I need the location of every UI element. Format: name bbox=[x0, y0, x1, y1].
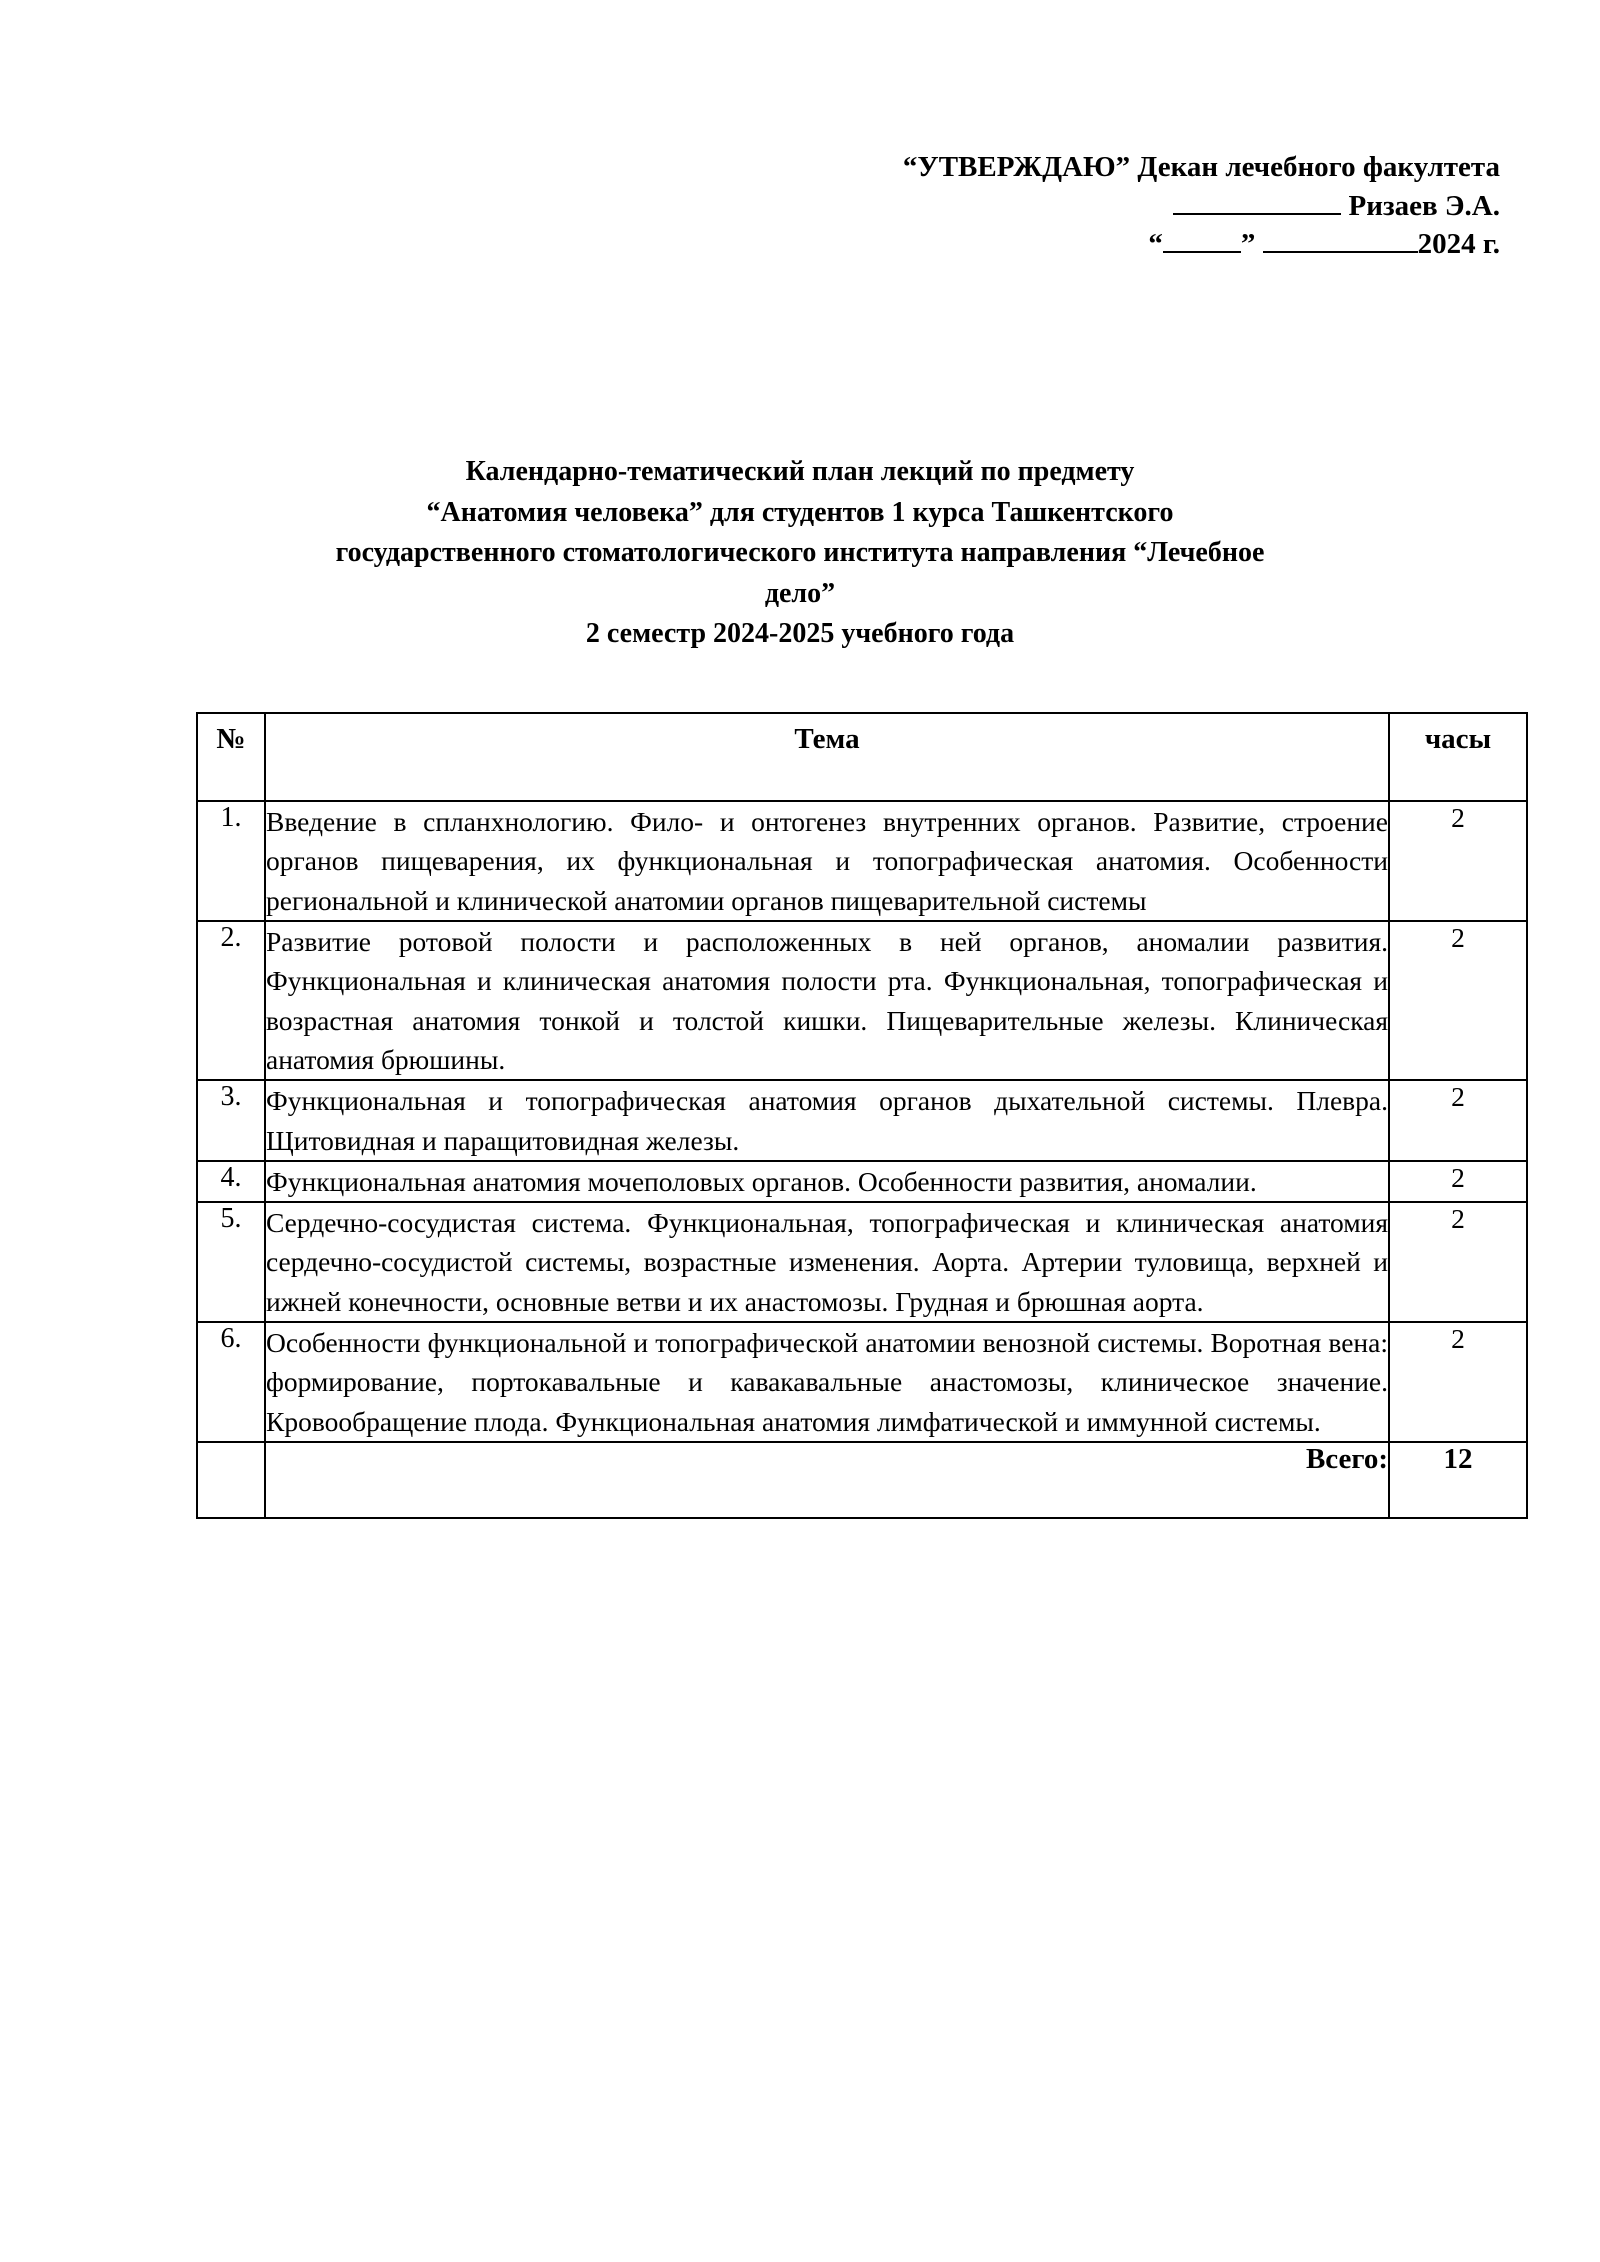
row-hours: 2 bbox=[1389, 1202, 1527, 1322]
document-title bbox=[246, 452, 1354, 655]
row-number: 1. bbox=[197, 801, 265, 921]
table-row bbox=[197, 1080, 1527, 1161]
row-number: 2. bbox=[197, 921, 265, 1080]
title-line-3: государственного стоматологического института направления “Лечебное bbox=[335, 537, 1265, 569]
approval-dean-title: Декан лечебного факултета bbox=[1137, 151, 1500, 183]
approval-signer-name: Ризаев Э.А. bbox=[1348, 189, 1500, 222]
row-theme: Развитие ротовой полости и расположенных в ней органов, аномалии развития. Функциональная и клиническая анатомия полости рта. Функциональная, топографическая и возрастная анатомия тонкой и толстой кишки. Пищеварительные железы. Клиническая анатомия брюшины. bbox=[265, 921, 1389, 1080]
header-cell-theme bbox=[265, 713, 1389, 801]
table-row bbox=[197, 1161, 1527, 1202]
lecture-plan-table-wrapper bbox=[196, 712, 1526, 1519]
total-empty-cell bbox=[197, 1442, 265, 1518]
title-line-2: “Анатомия человека” для студентов 1 курса Ташкентского bbox=[426, 496, 1174, 528]
day-blank bbox=[1163, 251, 1241, 253]
table-total-row bbox=[197, 1442, 1527, 1518]
row-hours: 2 bbox=[1389, 1080, 1527, 1161]
header-cell-number bbox=[197, 713, 265, 801]
row-theme: Особенности функциональной и топографической анатомии венозной системы. Воротная вена: формирование, портокавальные и кавакавальные анастомозы, клиническое значение. Кровообращение плода. Функциональная анатомия лимфатической и иммунной системы. bbox=[265, 1322, 1389, 1442]
table-row bbox=[197, 1202, 1527, 1322]
approval-year: 2024 г. bbox=[1417, 228, 1500, 261]
title-line-4: дело” bbox=[764, 577, 836, 609]
signature-blank bbox=[1173, 213, 1341, 215]
row-hours: 2 bbox=[1389, 801, 1527, 921]
row-hours: 2 bbox=[1389, 921, 1527, 1080]
approval-date-line bbox=[800, 225, 1500, 264]
row-hours: 2 bbox=[1389, 1161, 1527, 1202]
approval-signature-line bbox=[800, 187, 1500, 226]
table-row bbox=[197, 921, 1527, 1080]
row-number: 3. bbox=[197, 1080, 265, 1161]
header-theme-label: Тема bbox=[794, 723, 860, 755]
header-hours-label: часы bbox=[1424, 723, 1492, 755]
header-cell-hours bbox=[1389, 713, 1527, 801]
header-number-label: № bbox=[216, 723, 246, 755]
row-number: 5. bbox=[197, 1202, 265, 1322]
title-line-1: Календарно-тематический план лекций по предмету bbox=[465, 456, 1135, 487]
approval-utverzhdayu: “УТВЕРЖДАЮ” bbox=[902, 151, 1131, 183]
row-number: 4. bbox=[197, 1161, 265, 1202]
row-theme: Функциональная анатомия мочеполовых органов. Особенности развития, аномалии. bbox=[265, 1161, 1389, 1202]
date-quote-close: ” bbox=[1240, 228, 1256, 261]
table-header-row bbox=[197, 713, 1527, 801]
lecture-plan-table bbox=[196, 712, 1528, 1519]
row-theme: Функциональная и топографическая анатомия органов дыхательной системы. Плевра. Щитовидная и паращитовидная железы. bbox=[265, 1080, 1389, 1161]
table-row bbox=[197, 801, 1527, 921]
total-hours: 12 bbox=[1389, 1442, 1527, 1518]
table-row bbox=[197, 1322, 1527, 1442]
total-label: Всего: bbox=[265, 1442, 1389, 1518]
approval-block bbox=[800, 148, 1500, 264]
date-quote-open: “ bbox=[1148, 228, 1163, 261]
title-line-5: 2 семестр 2024-2025 учебного года bbox=[585, 618, 1015, 650]
row-number: 6. bbox=[197, 1322, 265, 1442]
row-theme: Сердечно-сосудистая система. Функциональная, топографическая и клиническая анатомия сердечно-сосудистой системы, возрастные изменения. Аорта. Артерии туловища, верхней и ижней конечности, основные ветви и их анастомозы. Грудная и брюшная аорта. bbox=[265, 1202, 1389, 1322]
month-blank bbox=[1263, 251, 1418, 253]
row-hours: 2 bbox=[1389, 1322, 1527, 1442]
row-theme: Введение в спланхнологию. Фило- и онтогенез внутренних органов. Развитие, строение органов пищеварения, их функциональная и топографическая анатомия. Особенности региональной и клинической анатомии органов пищеварительной системы bbox=[265, 801, 1389, 921]
